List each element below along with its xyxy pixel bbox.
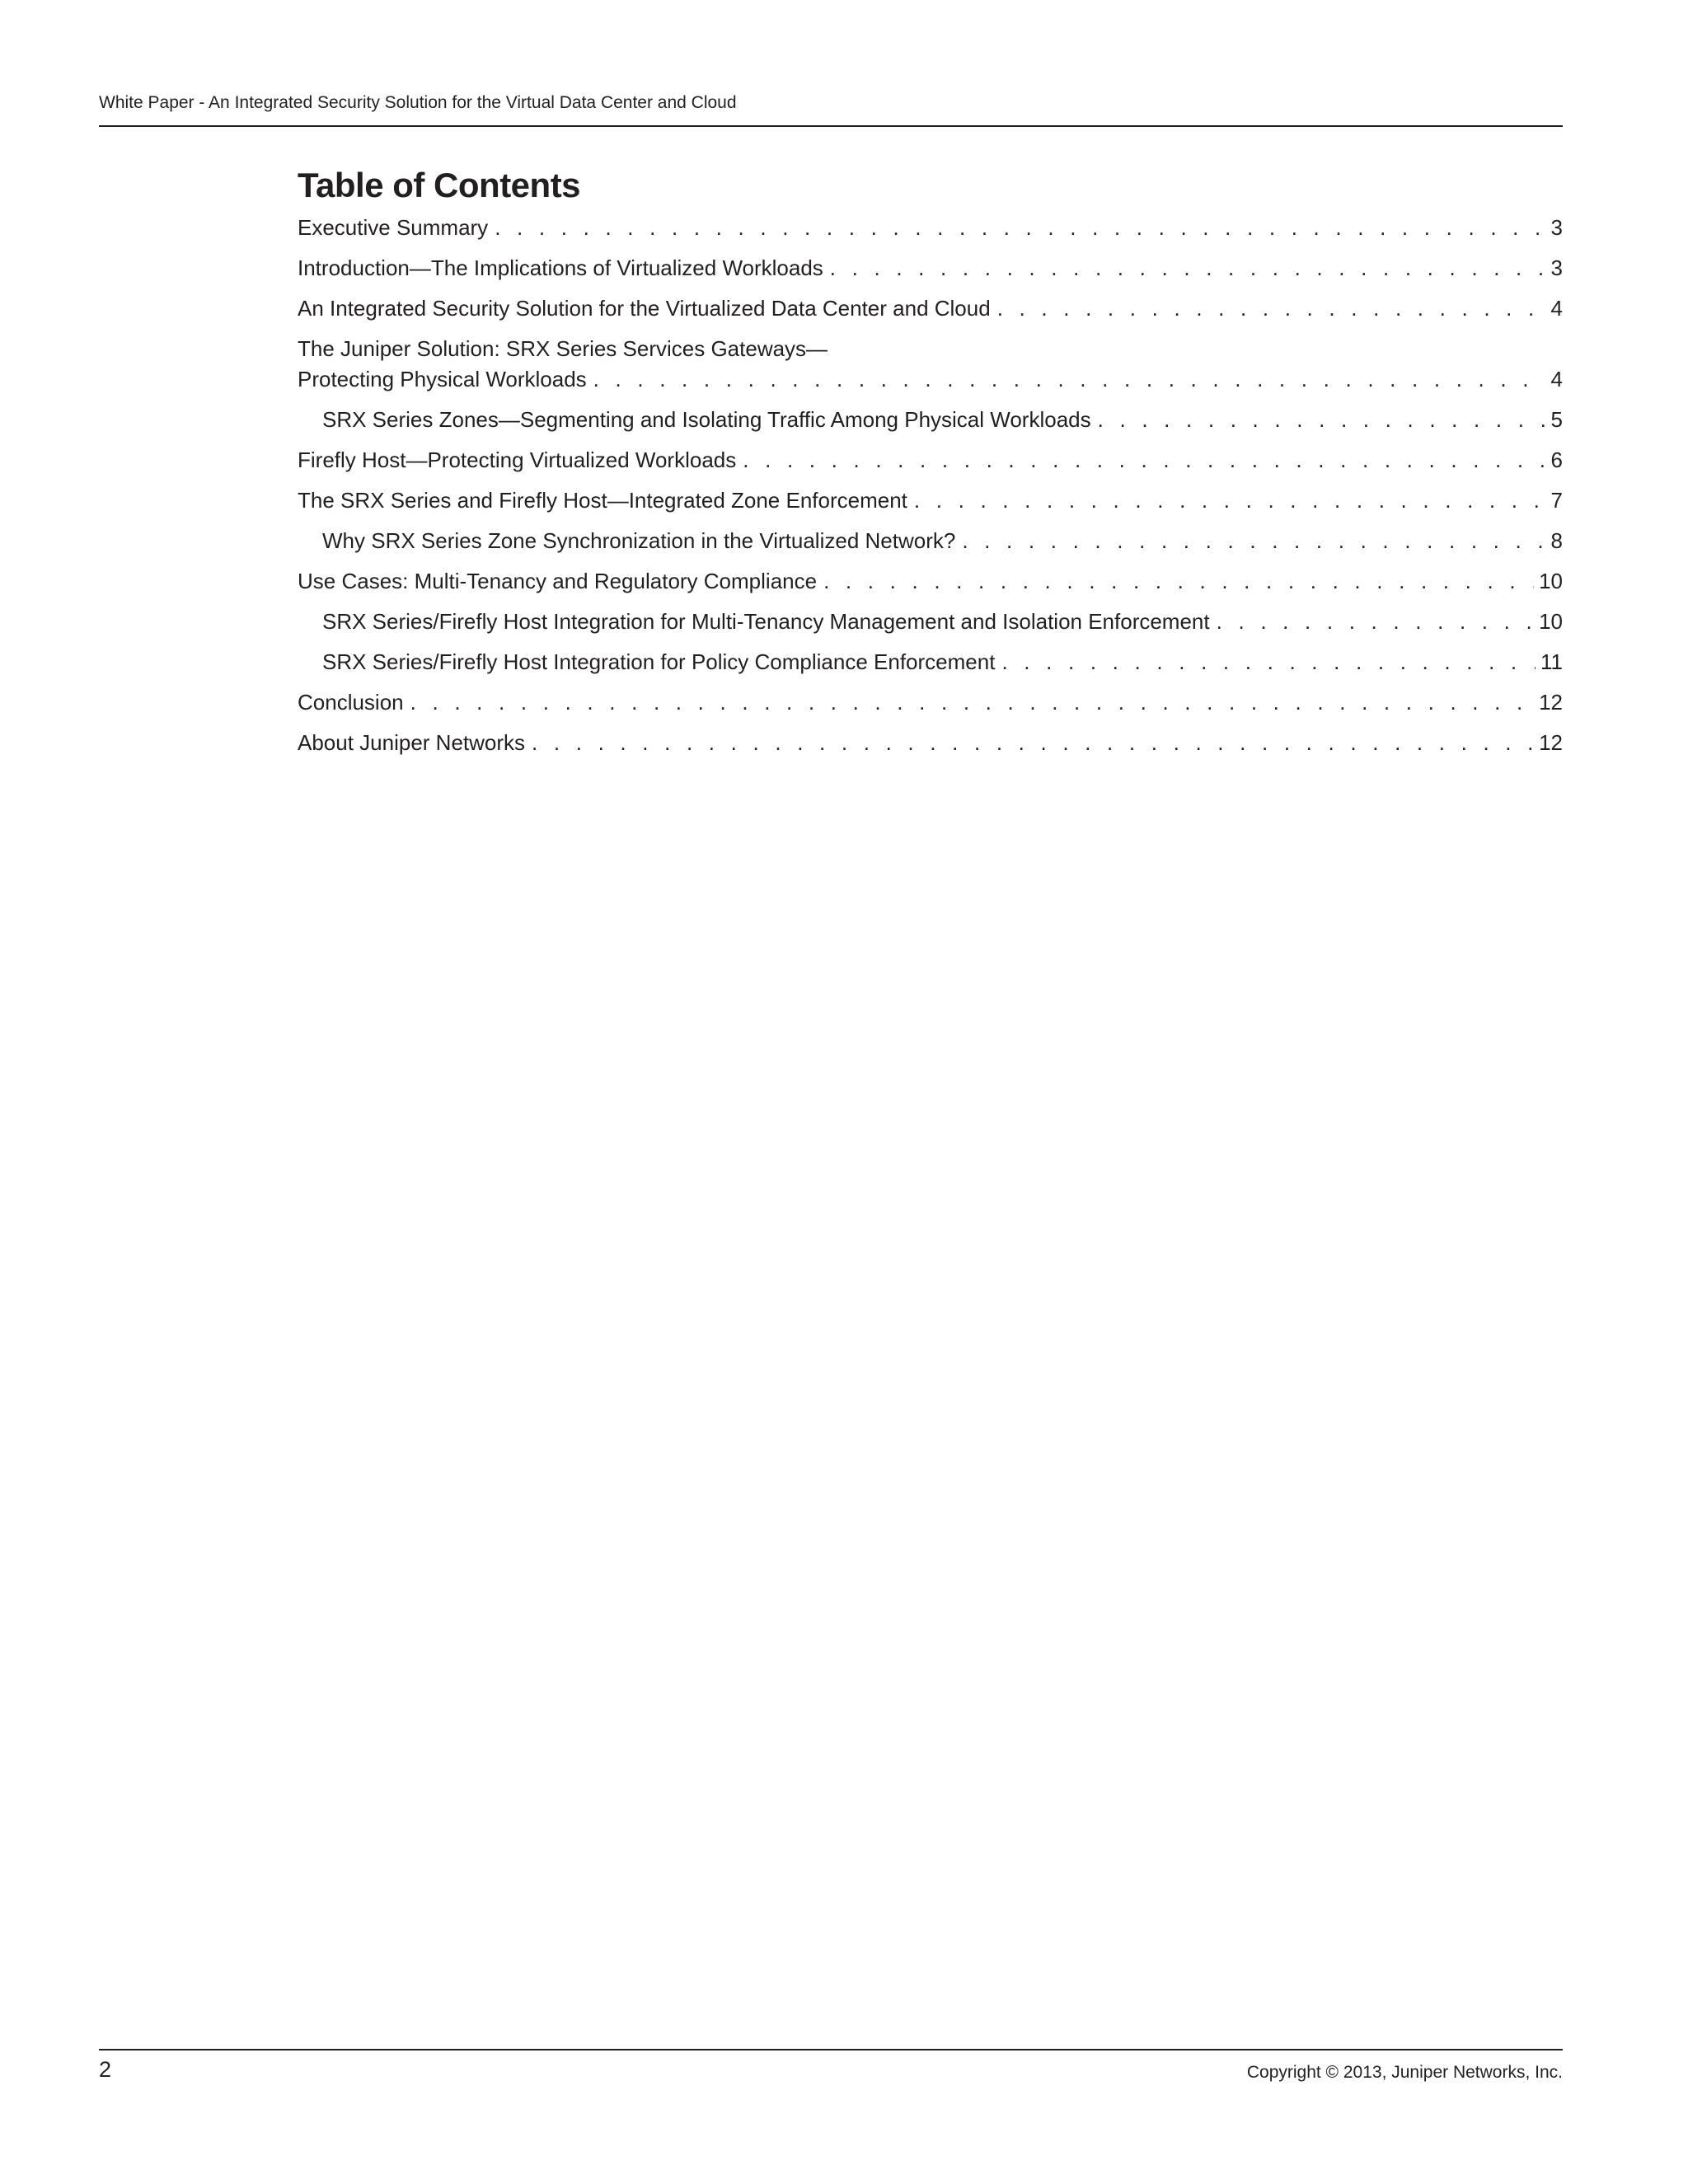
toc-entry-page: 8: [1550, 528, 1563, 553]
toc-dot-leader: [404, 687, 1534, 718]
toc-entry-label: Introduction—The Implications of Virtualized Workloads: [298, 255, 823, 280]
toc-dot-leader: [587, 364, 1546, 395]
toc-entry-page: 10: [1539, 569, 1563, 593]
toc-dot-leader: [817, 566, 1534, 597]
toc-entry-executive-summary[interactable]: [298, 213, 1563, 243]
toc-dot-leader: [907, 485, 1546, 516]
toc-entry-label: Why SRX Series Zone Synchronization in the Virtualized Network?: [322, 528, 956, 553]
toc-entry-page: 7: [1550, 488, 1563, 513]
toc-entry-page: 3: [1550, 215, 1563, 240]
running-header: White Paper - An Integrated Security Solution for the Virtual Data Center and Cloud: [99, 93, 737, 112]
toc-dot-leader: [991, 293, 1546, 324]
toc-entry-srx-series-zones[interactable]: [298, 405, 1563, 435]
toc-entry-label: Executive Summary: [298, 215, 489, 240]
toc-dot-leader: [488, 213, 1545, 243]
toc-entry-integrated-security-solution[interactable]: [298, 293, 1563, 324]
toc-entry-label: Conclusion: [298, 690, 404, 715]
toc-entry-label: The SRX Series and Firefly Host—Integrated Zone Enforcement: [298, 488, 907, 513]
toc-dot-leader: [995, 647, 1536, 677]
toc-entry-label: An Integrated Security Solution for the Virtualized Data Center and Cloud: [298, 296, 991, 321]
toc-entry-policy-compliance-integration[interactable]: [298, 647, 1563, 677]
toc-entry-page: 12: [1539, 690, 1563, 715]
toc-entry-label: SRX Series/Firefly Host Integration for Policy Compliance Enforcement: [322, 649, 996, 674]
toc-entry-page: 4: [1550, 296, 1563, 321]
toc-entry-label: Firefly Host—Protecting Virtualized Workloads: [298, 448, 737, 472]
toc-dot-leader: [823, 253, 1546, 284]
toc-entry-page: 10: [1539, 609, 1563, 634]
toc-entry-label-line1: The Juniper Solution: SRX Series Services Gateways—: [298, 336, 828, 361]
toc-entry-zone-synchronization[interactable]: [298, 526, 1563, 556]
toc-entry-firefly-host[interactable]: [298, 445, 1563, 476]
toc-entry-conclusion[interactable]: [298, 687, 1563, 718]
header-rule: [99, 125, 1563, 127]
toc-entry-page: 3: [1550, 255, 1563, 280]
toc-entry-label: Use Cases: Multi-Tenancy and Regulatory Compliance: [298, 569, 818, 593]
toc-entry-label: Protecting Physical Workloads: [298, 367, 587, 391]
table-of-contents: [298, 163, 1563, 768]
toc-entry-juniper-solution[interactable]: [298, 334, 1563, 395]
toc-entry-label: About Juniper Networks: [298, 730, 526, 755]
toc-entry-page: 4: [1550, 367, 1563, 391]
toc-title: Table of Contents: [298, 166, 581, 204]
toc-entry-use-cases[interactable]: [298, 566, 1563, 597]
toc-entry-about-juniper[interactable]: [298, 728, 1563, 758]
copyright-notice: Copyright © 2013, Juniper Networks, Inc.: [1246, 2063, 1563, 2082]
page-number: 2: [99, 2057, 112, 2082]
toc-entry-label: SRX Series/Firefly Host Integration for Multi-Tenancy Management and Isolation Enforcement: [322, 609, 1210, 634]
toc-dot-leader: [736, 445, 1545, 476]
toc-entry-integrated-zone-enforcement[interactable]: [298, 485, 1563, 516]
footer-rule: [99, 2049, 1563, 2050]
toc-entry-page: 5: [1550, 407, 1563, 432]
toc-entry-page: 12: [1539, 730, 1563, 755]
toc-dot-leader: [1210, 607, 1534, 637]
toc-entry-page: 11: [1540, 649, 1563, 674]
toc-entry-introduction[interactable]: [298, 253, 1563, 284]
toc-dot-leader: [525, 728, 1534, 758]
toc-entry-multi-tenancy-integration[interactable]: [298, 607, 1563, 637]
toc-dot-leader: [1091, 405, 1546, 435]
toc-entry-label: SRX Series Zones—Segmenting and Isolating Traffic Among Physical Workloads: [322, 407, 1091, 432]
toc-entry-page: 6: [1550, 448, 1563, 472]
toc-dot-leader: [955, 526, 1545, 556]
